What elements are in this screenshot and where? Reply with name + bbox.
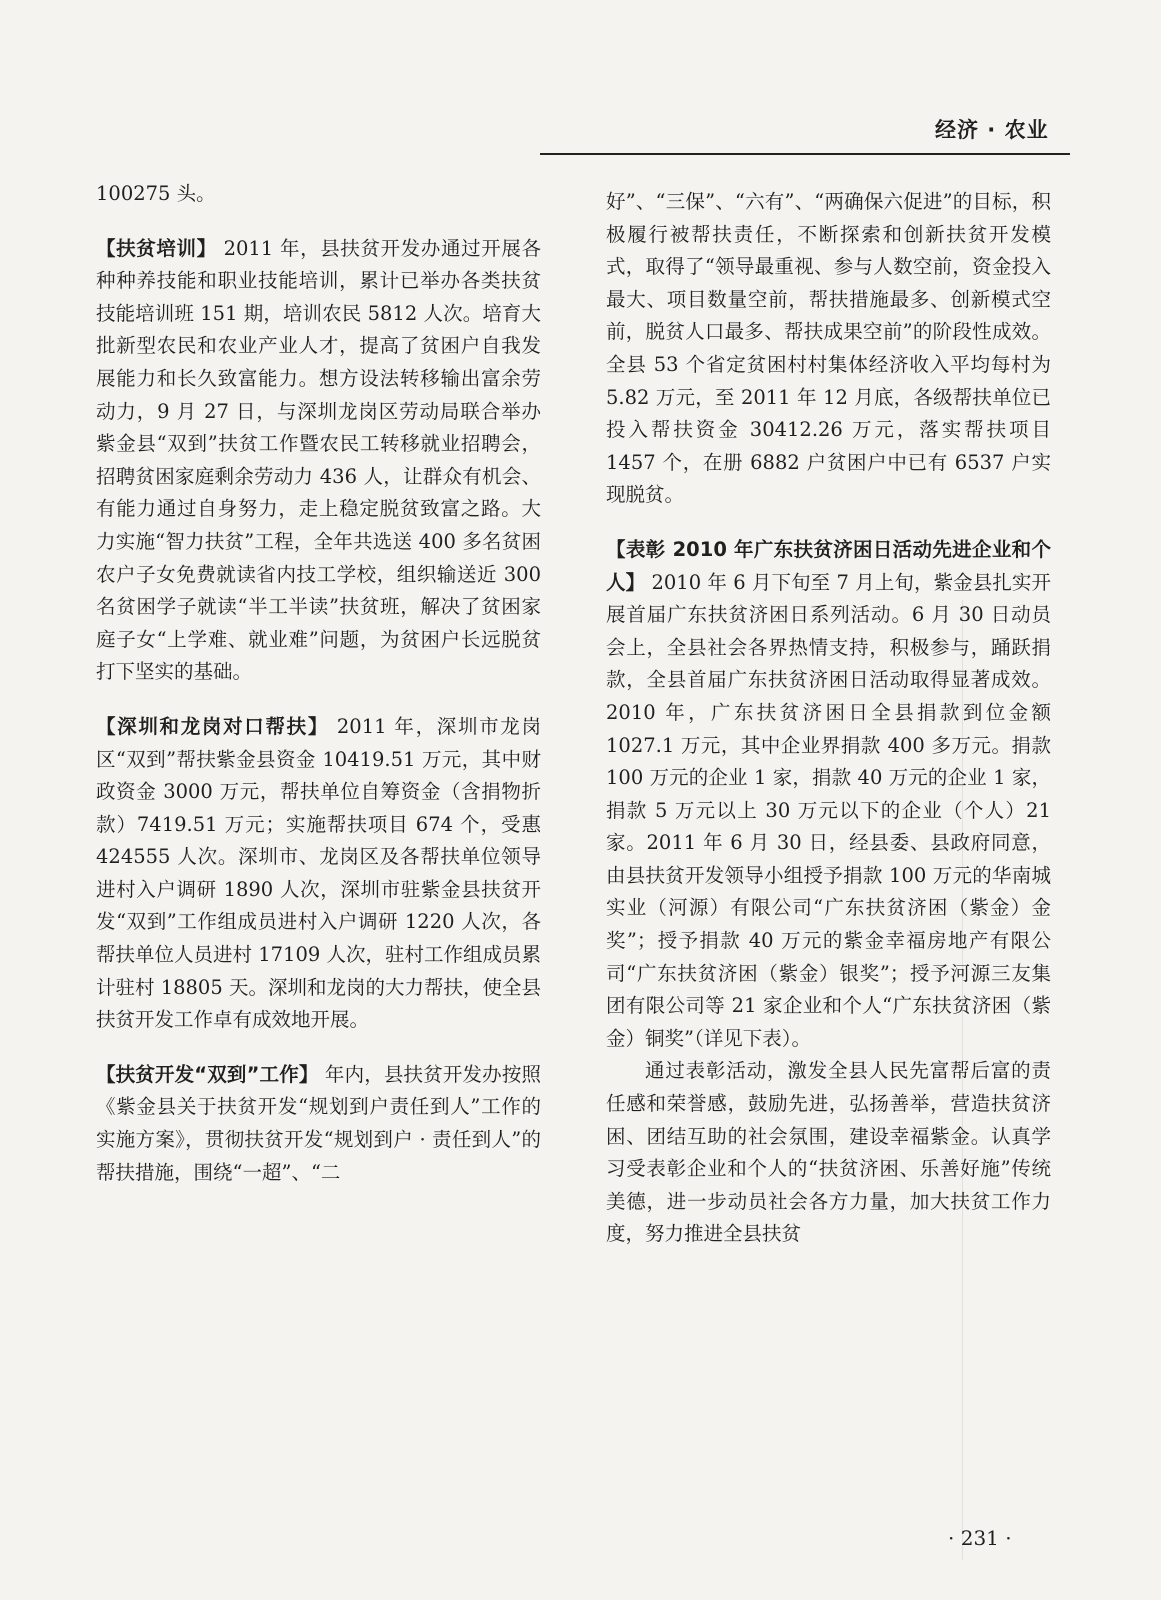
paragraph-shuangdao-work — [96, 1059, 541, 1189]
paragraph-commendation — [606, 534, 1051, 1056]
page-number: · 231 · — [948, 1526, 1012, 1550]
paragraph-text: 100275 头。 — [96, 182, 216, 205]
paragraph-continuation — [96, 178, 541, 211]
left-column — [96, 178, 541, 1189]
paragraph-poverty-training — [96, 233, 541, 689]
paragraph-heading: 【扶贫培训】 — [96, 236, 217, 260]
paragraph-shenzhen-longgang-aid — [96, 711, 541, 1037]
paragraph-text: 年内，县扶贫开发办按照《紫金县关于扶贫开发“规划到户责任到人”工作的实施方案》，贯彻扶贫开发“规划到户 · 责任到人”的帮扶措施，围绕“一超”、“二 — [96, 1062, 541, 1184]
paragraph-text: 2011 年，县扶贫开发办通过开展各种种养技能和职业技能培训，累计已举办各类扶贫技能培训班 151 期，培训农民 5812 人次。培育大批新型农民和农业产业人才，提高了贫困户自我发展能力和长久致富能力。想方设法转移输出富余劳动力，9 月 27 日，与深圳龙岗区劳动局联合举办紫金县“双到”扶贫工作暨农民工转移就业招聘会，招聘贫困家庭剩余劳动力 436 人，让群众有机会、有能力通过自身努力，走上稳定脱贫致富之路。大力实施“智力扶贫”工程，全年共选送 400 多名贫困农户子女免费就读省内技工学校，组织输送近 300 名贫困学子就读“半工半读”扶贫班，解决了贫困家庭子女“上学难、就业难”问题，为贫困户长远脱贫打下坚实的基础。 — [96, 236, 541, 684]
paragraph-heading: 【扶贫开发“双到”工作】 — [96, 1062, 319, 1086]
paragraph-text: 好”、“三保”、“六有”、“两确保六促进”的目标，积极履行被帮扶责任，不断探索和创新扶贫开发模式，取得了“领导最重视、参与人数空前，资金投入最大、项目数量空前，帮扶措施最多、创新模式空前，脱贫人口最多、帮扶成果空前”的阶段性成效。全县 53 个省定贫困村村集体经济收入平均每村为 5.82 万元，至 2011 年 12 月底，各级帮扶单位已投入帮扶资金 30412.26 万元，落实帮扶项目 1457 个，在册 6882 户贫困户中已有 6537 户实现脱贫。 — [606, 190, 1051, 507]
paragraph-text: 2011 年，深圳市龙岗区“双到”帮扶紫金县资金 10419.51 万元，其中财政资金 3000 万元，帮扶单位自筹资金（含捐物折款）7419.51 万元；实施帮扶项目 674 个，受惠 424555 人次。深圳市、龙岗区及各帮扶单位领导进村入户调研 1890 人次，深圳市驻紫金县扶贫开发“双到”工作组成员进村入户调研 1220 人次，各帮扶单位人员进村 17109 人次，驻村工作组成员累计驻村 18805 天。深圳和龙岗的大力帮扶，使全县扶贫开发工作卓有成效地开展。 — [96, 714, 541, 1032]
paragraph-text: 通过表彰活动，激发全县人民先富帮后富的责任感和荣誉感，鼓励先进，弘扬善举，营造扶贫济困、团结互助的社会氛围，建设幸福紫金。认真学习受表彰企业和个人的“扶贫济困、乐善好施”传统美德，进一步动员社会各方力量，加大扶贫工作力度，努力推进全县扶贫 — [606, 1059, 1051, 1246]
right-column — [606, 186, 1051, 1251]
header-rule — [540, 153, 1070, 155]
paragraph-heading: 【深圳和龙岗对口帮扶】 — [96, 714, 329, 738]
paragraph-continuation — [606, 186, 1051, 512]
section-header: 经济 · 农业 — [935, 118, 1049, 142]
paragraph-conclusion — [606, 1055, 1051, 1251]
paragraph-text: 2010 年 6 月下旬至 7 月上旬，紫金县扎实开展首届广东扶贫济困日系列活动。6 月 30 日动员会上，全县社会各界热情支持，积极参与，踊跃捐款，全县首届广东扶贫济困日活动取得显著成效。2010 年，广东扶贫济困日全县捐款到位金额 1027.1 万元，其中企业界捐款 400 多万元。捐款 100 万元的企业 1 家，捐款 40 万元的企业 1 家，捐款 5 万元以上 30 万元以下的企业（个人）21 家。2011 年 6 月 30 日，经县委、县政府同意，由县扶贫开发领导小组授予捐款 100 万元的华南城实业（河源）有限公司“广东扶贫济困（紫金）金奖”；授予捐款 40 万元的紫金幸福房地产有限公司“广东扶贫济困（紫金）银奖”；授予河源三友集团有限公司等 21 家企业和个人“广东扶贫济困（紫金）铜奖”（详见下表）。 — [606, 570, 1051, 1050]
paragraph-heading: 【表彰 2010 年广东扶贫济困日活动先进企业和个人】 — [606, 537, 1051, 594]
